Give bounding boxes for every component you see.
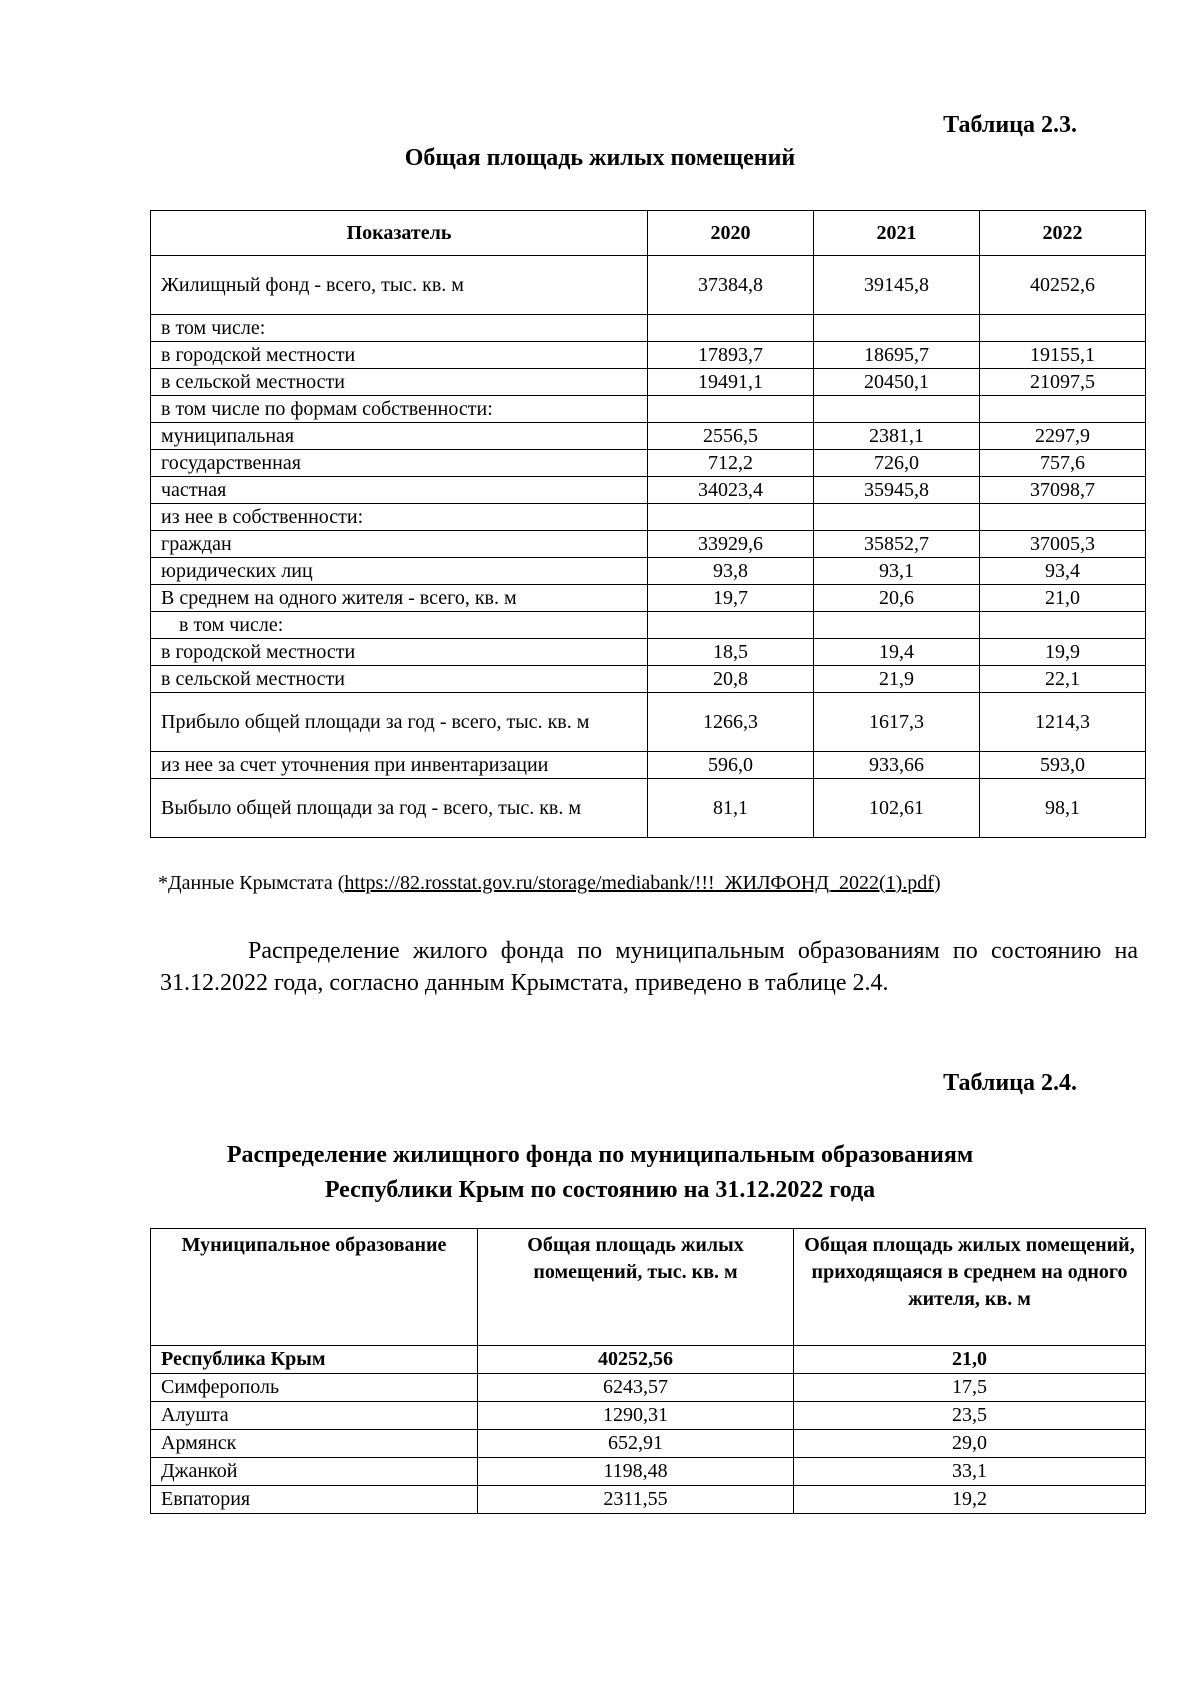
row-value-2022: 757,6: [980, 450, 1146, 477]
row-value-2022: 2297,9: [980, 423, 1146, 450]
row-value-2022: 40252,6: [980, 256, 1146, 315]
table-row: [151, 1402, 1146, 1430]
header-per-capita: Общая площадь жилых помещений, приходящаяся в среднем на одного жителя, кв. м: [794, 1229, 1146, 1346]
row-label: частная: [151, 477, 648, 504]
table-2-4-title: [0, 1138, 1200, 1208]
table-row: [151, 666, 1146, 693]
row-label: Жилищный фонд - всего, тыс. кв. м: [151, 256, 648, 315]
table-row: [151, 504, 1146, 531]
row-value-2020: 20,8: [648, 666, 814, 693]
row-value-2021: [814, 504, 980, 531]
row-value-2021: [814, 396, 980, 423]
municipality-name: Алушта: [151, 1402, 478, 1430]
row-value-2021: 18695,7: [814, 342, 980, 369]
row-label: в том числе по формам собственности:: [151, 396, 648, 423]
total-area: 1198,48: [478, 1458, 794, 1486]
row-value-2021: 20,6: [814, 585, 980, 612]
source-suffix: ): [933, 872, 941, 894]
row-value-2020: 37384,8: [648, 256, 814, 315]
header-2021: 2021: [814, 211, 980, 256]
municipality-name: Джанкой: [151, 1458, 478, 1486]
per-capita-area: 21,0: [794, 1346, 1146, 1374]
row-label: в городской местности: [151, 639, 648, 666]
row-label: из нее за счет уточнения при инвентаризации: [151, 752, 648, 779]
row-value-2020: 18,5: [648, 639, 814, 666]
table-row: [151, 752, 1146, 779]
row-value-2022: [980, 504, 1146, 531]
table-row: [151, 779, 1146, 838]
table-2-4-title-line1: Распределение жилищного фонда по муниципальным образованиям: [226, 1142, 974, 1168]
table-row: [151, 585, 1146, 612]
header-2020: 2020: [648, 211, 814, 256]
table-row: [151, 558, 1146, 585]
row-value-2021: 39145,8: [814, 256, 980, 315]
municipal-housing-table: [150, 1228, 1146, 1514]
row-value-2020: 33929,6: [648, 531, 814, 558]
row-label: муниципальная: [151, 423, 648, 450]
municipality-name: Симферополь: [151, 1374, 478, 1402]
table-row: [151, 477, 1146, 504]
header-2022: 2022: [980, 211, 1146, 256]
row-value-2020: 1266,3: [648, 693, 814, 752]
row-value-2022: 19155,1: [980, 342, 1146, 369]
table-row: [151, 423, 1146, 450]
row-value-2021: 102,61: [814, 779, 980, 838]
table-row: [151, 1486, 1146, 1514]
row-value-2022: 22,1: [980, 666, 1146, 693]
table-row: [151, 693, 1146, 752]
row-value-2022: 21097,5: [980, 369, 1146, 396]
table-row: [151, 1458, 1146, 1486]
total-area: 40252,56: [478, 1346, 794, 1374]
source-link[interactable]: https://82.rosstat.gov.ru/storage/mediabank/!!!_ЖИЛФОНД_2022(1).pdf: [344, 872, 934, 894]
row-value-2020: [648, 315, 814, 342]
row-label: Выбыло общей площади за год - всего, тыс. кв. м: [151, 779, 648, 838]
row-value-2020: 712,2: [648, 450, 814, 477]
per-capita-area: 23,5: [794, 1402, 1146, 1430]
header-municipality: Муниципальное образование: [151, 1229, 478, 1346]
row-value-2021: 1617,3: [814, 693, 980, 752]
row-value-2022: 93,4: [980, 558, 1146, 585]
paragraph-text: Распределение жилого фонда по муниципальным образованиям по состоянию на 31.12.2022 года, согласно данным Крымстата, приведено в таблице 2.4.: [160, 938, 1138, 996]
row-label: в том числе:: [151, 315, 648, 342]
row-value-2020: [648, 612, 814, 639]
table-row: [151, 1346, 1146, 1374]
table-row: [151, 1374, 1146, 1402]
table-row: [151, 342, 1146, 369]
row-label: в городской местности: [151, 342, 648, 369]
row-label: В среднем на одного жителя - всего, кв. м: [151, 585, 648, 612]
table-row: [151, 315, 1146, 342]
table-row: [151, 1430, 1146, 1458]
row-value-2021: 35945,8: [814, 477, 980, 504]
table-row: [151, 531, 1146, 558]
row-value-2022: 98,1: [980, 779, 1146, 838]
per-capita-area: 17,5: [794, 1374, 1146, 1402]
table-2-4-caption: Таблица 2.4.: [943, 1070, 1077, 1096]
row-value-2020: 596,0: [648, 752, 814, 779]
data-source-note: [158, 872, 941, 895]
total-area: 2311,55: [478, 1486, 794, 1514]
row-value-2022: 37098,7: [980, 477, 1146, 504]
row-value-2020: [648, 504, 814, 531]
row-value-2020: 93,8: [648, 558, 814, 585]
row-value-2020: 19,7: [648, 585, 814, 612]
row-value-2020: 81,1: [648, 779, 814, 838]
row-value-2022: [980, 396, 1146, 423]
table-header-row: [151, 1229, 1146, 1346]
row-label: Прибыло общей площади за год - всего, тыс. кв. м: [151, 693, 648, 752]
row-value-2022: 593,0: [980, 752, 1146, 779]
body-paragraph: [160, 935, 1138, 999]
per-capita-area: 33,1: [794, 1458, 1146, 1486]
table-row: [151, 450, 1146, 477]
housing-area-table: [150, 210, 1146, 838]
row-label: юридических лиц: [151, 558, 648, 585]
row-label: в сельской местности: [151, 369, 648, 396]
row-value-2022: 19,9: [980, 639, 1146, 666]
row-value-2022: [980, 315, 1146, 342]
row-value-2020: [648, 396, 814, 423]
row-value-2022: 1214,3: [980, 693, 1146, 752]
row-value-2022: 21,0: [980, 585, 1146, 612]
per-capita-area: 19,2: [794, 1486, 1146, 1514]
table-2-4-title-line2: Республики Крым по состоянию на 31.12.2022 года: [324, 1177, 876, 1203]
row-label: граждан: [151, 531, 648, 558]
row-value-2021: 93,1: [814, 558, 980, 585]
table-row: [151, 612, 1146, 639]
municipality-name: Армянск: [151, 1430, 478, 1458]
row-value-2020: 34023,4: [648, 477, 814, 504]
table-2-3-caption: Таблица 2.3.: [943, 112, 1077, 138]
row-label: в сельской местности: [151, 666, 648, 693]
row-value-2021: 726,0: [814, 450, 980, 477]
row-value-2020: 2556,5: [648, 423, 814, 450]
table-row: [151, 256, 1146, 315]
row-value-2021: 35852,7: [814, 531, 980, 558]
row-value-2020: 17893,7: [648, 342, 814, 369]
total-area: 652,91: [478, 1430, 794, 1458]
row-value-2022: [980, 612, 1146, 639]
row-value-2021: [814, 612, 980, 639]
table-row: [151, 639, 1146, 666]
row-value-2021: [814, 315, 980, 342]
row-label: государственная: [151, 450, 648, 477]
table-header-row: [151, 211, 1146, 256]
row-label: в том числе:: [151, 612, 648, 639]
row-value-2021: 19,4: [814, 639, 980, 666]
table-2-3-title: Общая площадь жилых помещений: [404, 145, 796, 171]
total-area: 1290,31: [478, 1402, 794, 1430]
row-value-2020: 19491,1: [648, 369, 814, 396]
row-label: из нее в собственности:: [151, 504, 648, 531]
row-value-2021: 21,9: [814, 666, 980, 693]
row-value-2022: 37005,3: [980, 531, 1146, 558]
row-value-2021: 20450,1: [814, 369, 980, 396]
table-row: [151, 396, 1146, 423]
municipality-name: Республика Крым: [151, 1346, 478, 1374]
row-value-2021: 933,66: [814, 752, 980, 779]
per-capita-area: 29,0: [794, 1430, 1146, 1458]
municipality-name: Евпатория: [151, 1486, 478, 1514]
total-area: 6243,57: [478, 1374, 794, 1402]
header-total-area: Общая площадь жилых помещений, тыс. кв. м: [478, 1229, 794, 1346]
row-value-2021: 2381,1: [814, 423, 980, 450]
table-row: [151, 369, 1146, 396]
source-prefix: *Данные Крымстата (: [158, 872, 345, 894]
header-indicator: Показатель: [151, 211, 648, 256]
